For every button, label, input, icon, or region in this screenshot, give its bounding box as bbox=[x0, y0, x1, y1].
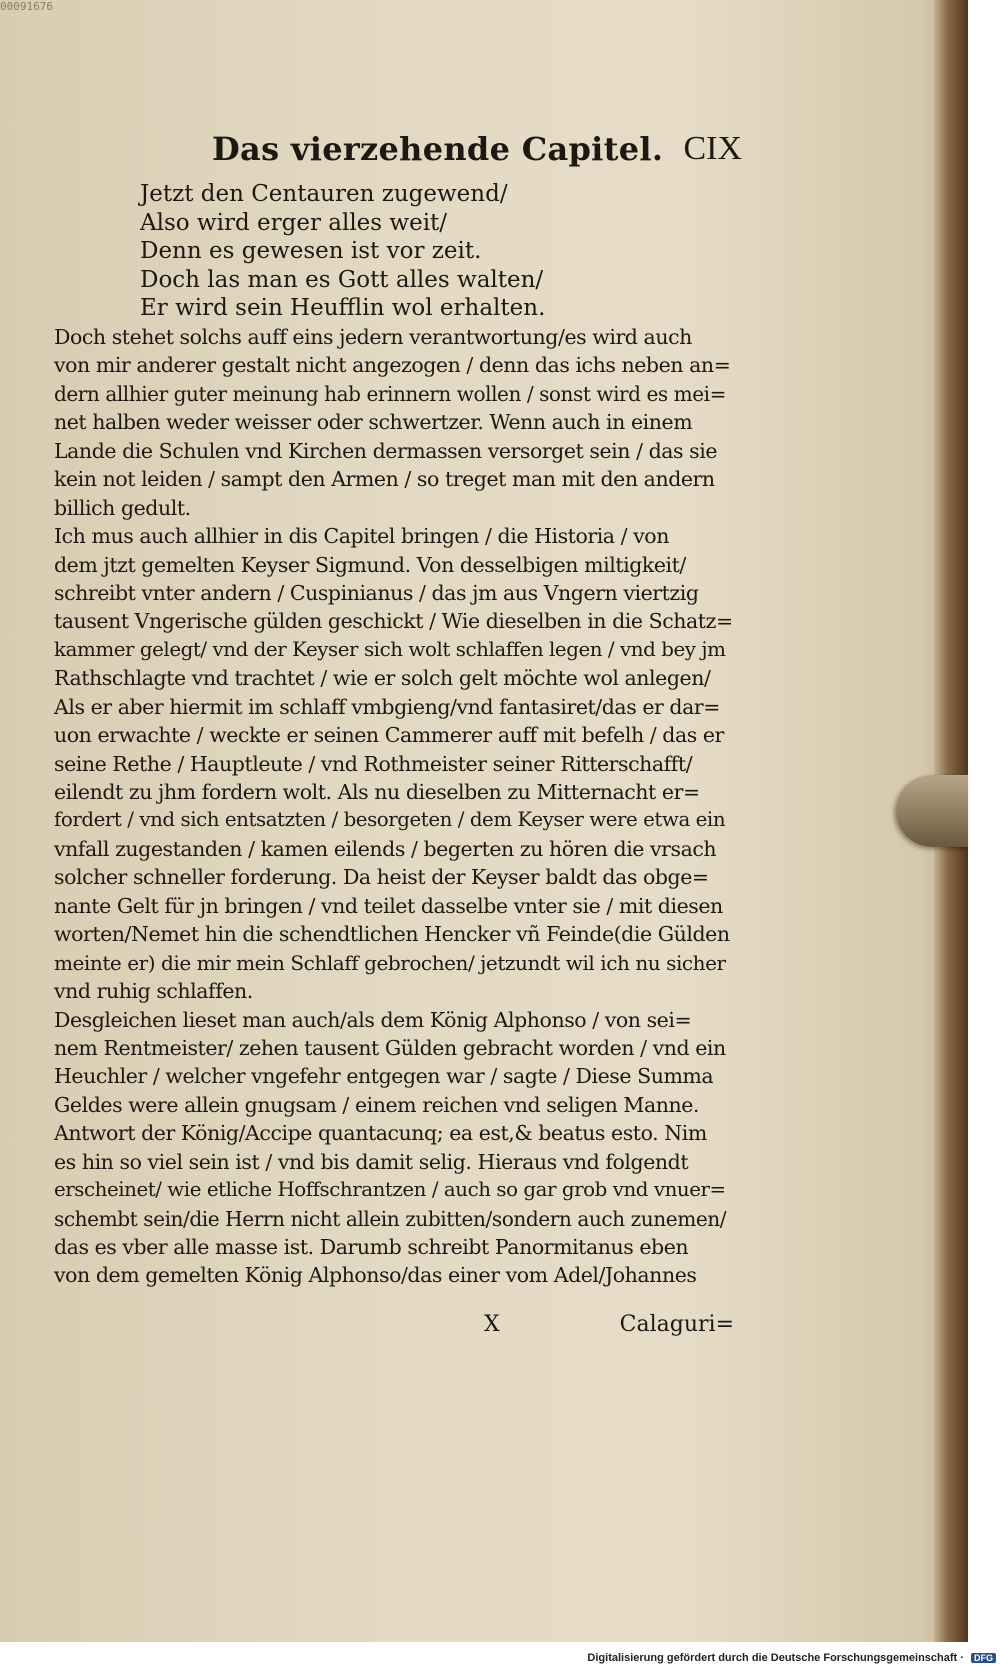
text-line: Geldes were allein gnugsam / einem reichen vnd seligen Manne. bbox=[54, 1092, 699, 1117]
page-header bbox=[212, 130, 742, 170]
signature-mark: X bbox=[484, 1312, 500, 1337]
text-line: vnfall zugestanden / kamen eilends / begerten zu hören die vrsach bbox=[54, 836, 717, 861]
body-text bbox=[54, 323, 734, 1290]
dfg-logo: DFG bbox=[971, 1653, 996, 1663]
text-line: Ich mus auch allhier in dis Capitel bringen / die Historia / von bbox=[54, 524, 669, 549]
credit-text: Digitalisierung gefördert durch die Deutsche Forschungsgemeinschaft · bbox=[587, 1652, 964, 1664]
text-line: vnd ruhig schlaffen. bbox=[54, 979, 253, 1004]
text-line: Antwort der König/Accipe quantacunq; ea est,& beatus esto. Nim bbox=[54, 1121, 707, 1146]
text-line: von dem gemelten König Alphonso/das einer vom Adel/Johannes bbox=[54, 1263, 697, 1288]
verse-line: Also wird erger alles weit/ bbox=[140, 209, 448, 236]
text-line: nem Rentmeister/ zehen tausent Gülden gebracht worden / vnd ein bbox=[54, 1035, 726, 1060]
page-id: 00091676 bbox=[0, 0, 53, 13]
text-line: schreibt vnter andern / Cuspinianus / das jm aus Vngern viertzig bbox=[54, 580, 699, 605]
verse-line: Er wird sein Heufflin wol erhalten. bbox=[140, 295, 546, 322]
book-clasp bbox=[896, 775, 968, 847]
text-line: Desgleichen lieset man auch/als dem König Alphonso / von sei= bbox=[54, 1007, 692, 1032]
text-line: Lande die Schulen vnd Kirchen dermassen versorget sein / das sie bbox=[54, 438, 718, 463]
text-line: fordert / vnd sich entsatzten / besorgeten / dem Keyser were etwa ein bbox=[54, 808, 726, 832]
text-line: uon erwachte / weckte er seinen Cammerer auff mit befelh / das er bbox=[54, 723, 724, 748]
text-line: dem jtzt gemelten Keyser Sigmund. Von desselbigen miltigkeit/ bbox=[54, 552, 686, 577]
text-line: seine Rethe / Hauptleute / vnd Rothmeister seiner Ritterschafft/ bbox=[54, 751, 693, 776]
text-line: dern allhier guter meinung hab erinnern wollen / sonst wird es mei= bbox=[54, 381, 726, 406]
chapter-title: Das vierzehende Capitel. bbox=[212, 130, 664, 168]
text-line: tausent Vngerische gülden geschickt / Wie dieselben in die Schatz= bbox=[54, 609, 733, 634]
verse-line: Denn es gewesen ist vor zeit. bbox=[140, 238, 482, 265]
verse-line: Doch las man es Gott alles walten/ bbox=[140, 266, 544, 293]
folio-number: CIX bbox=[683, 130, 742, 167]
digitization-credit bbox=[587, 1652, 996, 1664]
text-line: schembt sein/die Herrn nicht allein zubitten/sondern auch zunemen/ bbox=[54, 1206, 727, 1231]
text-line: Heuchler / welcher vngefehr entgegen war / sagte / Diese Summa bbox=[54, 1064, 714, 1089]
page-footer bbox=[54, 1312, 734, 1342]
verse-block bbox=[140, 180, 740, 323]
text-line: billich gedult. bbox=[54, 495, 191, 520]
text-line: meinte er) die mir mein Schlaff gebrochen/ jetzundt wil ich nu sicher bbox=[54, 950, 726, 975]
text-line: Rathschlagte vnd trachtet / wie er solch gelt möchte wol anlegen/ bbox=[54, 666, 711, 691]
text-line: worten/Nemet hin die schendtlichen Hencker vñ Feinde(die Gülden bbox=[54, 922, 730, 947]
text-line: kammer gelegt/ vnd der Keyser sich wolt schlaffen legen / vnd bey jm bbox=[54, 637, 726, 661]
text-line: Doch stehet solchs auff eins jedern verantwortung/es wird auch bbox=[54, 325, 692, 349]
verse-line: Jetzt den Centauren zugewend/ bbox=[140, 181, 508, 207]
text-line: das es vber alle masse ist. Darumb schreibt Panormitanus eben bbox=[54, 1235, 689, 1259]
text-line: Als er aber hiermit im schlaff vmbgieng/vnd fantasiret/das er dar= bbox=[54, 694, 720, 719]
text-line: erscheinet/ wie etliche Hoffschrantzen / auch so gar grob vnd vnuer= bbox=[54, 1178, 726, 1202]
text-line: net halben weder weisser oder schwertzer. Wenn auch in einem bbox=[54, 410, 693, 435]
text-line: es hin so viel sein ist / vnd bis damit selig. Hieraus vnd folgendt bbox=[54, 1149, 689, 1174]
text-line: nante Gelt für jn bringen / vnd teilet dasselbe vnter sie / mit diesen bbox=[54, 893, 723, 918]
text-line: kein not leiden / sampt den Armen / so treget man mit den andern bbox=[54, 467, 715, 492]
text-line: eilendt zu jhm fordern wolt. Als nu dieselben zu Mitternacht er= bbox=[54, 780, 700, 804]
catchword: Calaguri= bbox=[619, 1312, 734, 1337]
text-line: solcher schneller forderung. Da heist der Keyser baldt das obge= bbox=[54, 865, 709, 890]
text-line: von mir anderer gestalt nicht angezogen / denn das ichs neben an= bbox=[54, 353, 731, 378]
